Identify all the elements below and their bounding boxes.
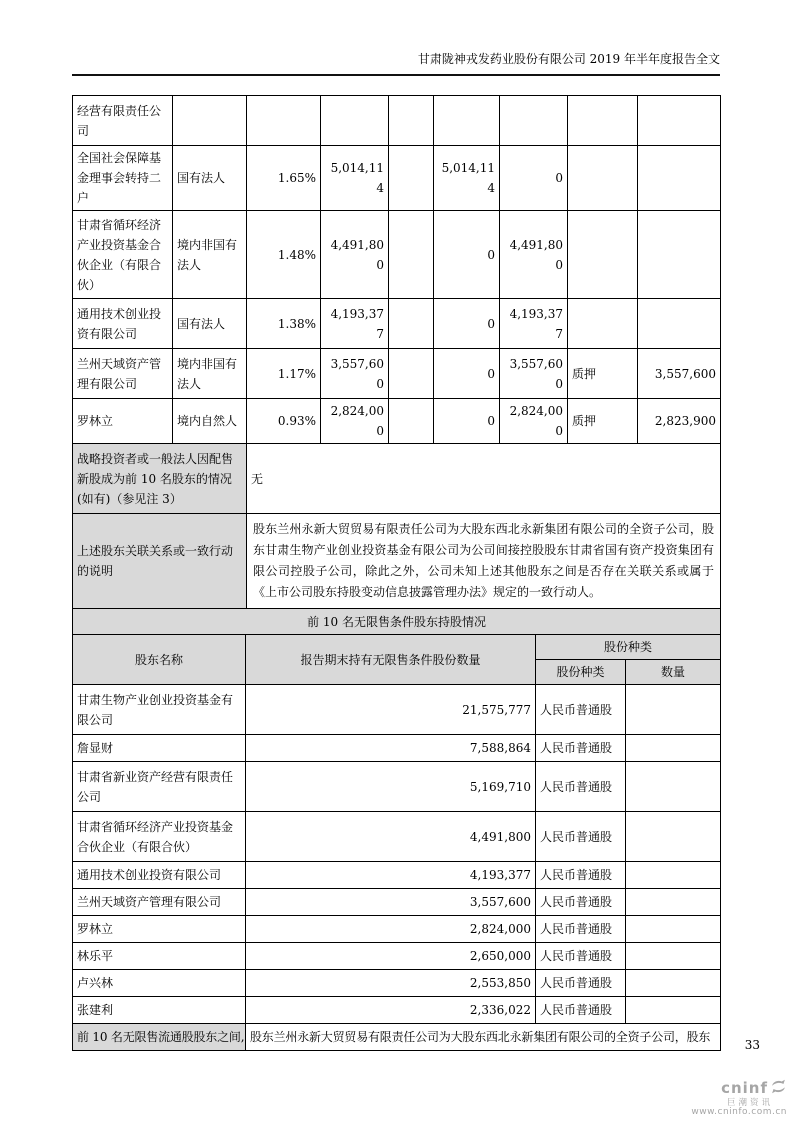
table-row [73,970,721,997]
cell-holding-ratio: 0.93% [247,399,321,444]
cell-pledge-qty [638,146,721,211]
table-row [73,943,721,970]
cell-shareholder-name: 甘肃省循环经济产业投资基金合伙企业（有限合伙） [73,812,246,862]
cell-pledge-qty [638,299,721,349]
section-banner-row [73,609,721,635]
cell-unrestricted-shares: 2,824,000 [500,399,568,444]
cell-pledge-status [568,299,638,349]
cell-holding-qty: 4,193,377 [321,299,389,349]
cell-restricted-shares [434,96,500,146]
cell-shareholder-name: 甘肃省新业资产经营有限责任公司 [73,762,246,812]
cell-share-type: 人民币普通股 [536,997,626,1024]
cell-share-amount [626,735,721,762]
cell-shareholder-name: 林乐平 [73,943,246,970]
cell-share-type: 人民币普通股 [536,762,626,812]
cell-period-change [389,299,434,349]
cell-holding-ratio: 1.17% [247,349,321,399]
table-row [73,997,721,1024]
page-header-title: 甘肃陇神戎发药业股份有限公司 2019 年半年度报告全文 [72,52,720,76]
cell-share-type: 人民币普通股 [536,916,626,943]
cell-shareholder-nature: 境内自然人 [173,399,247,444]
cninfo-chinese-name: 巨潮资讯 [726,1097,773,1108]
cell-share-amount [626,916,721,943]
cell-shareholder-nature: 境内非国有法人 [173,349,247,399]
table-row [73,762,721,812]
cell-holding-qty [321,96,389,146]
cell-unrestricted-shares: 4,193,377 [500,299,568,349]
cell-period-change [389,211,434,299]
cell-period-change [389,349,434,399]
cninfo-watermark [691,1078,787,1118]
related-party-statement: 股东兰州永新大贸贸易有限责任公司为大股东西北永新集团有限公司的全资子公司，股东甘肃生物产业创业投资基金有限公司为公司间接控股股东甘肃省国有资产投资集团有限公司控股子公司，除此之外，公司未知上述其他股东之间是否存在关联关系或属于《上市公司股东持股变动信息披露管理办法》规定的一致行动人。 [247,514,721,609]
cell-share-amount [626,762,721,812]
cell-unrestricted-qty: 4,193,377 [246,862,536,889]
cell-unrestricted-shares: 0 [500,146,568,211]
cell-share-type: 人民币普通股 [536,943,626,970]
table-row [73,862,721,889]
cell-shareholder-nature: 国有法人 [173,299,247,349]
cell-share-amount [626,685,721,735]
header-row [73,635,721,660]
cell-shareholder-name: 甘肃生物产业创业投资基金有限公司 [73,685,246,735]
cell-pledge-status [568,211,638,299]
cell-shareholder-name: 罗林立 [73,399,173,444]
cell-share-type: 人民币普通股 [536,685,626,735]
cell-pledge-qty: 3,557,600 [638,349,721,399]
cell-shareholder-name: 通用技术创业投资有限公司 [73,862,246,889]
footer-relation-value: 股东兰州永新大贸贸易有限责任公司为大股东西北永新集团有限公司的全资子公司，股东 [246,1024,721,1051]
cell-pledge-status [568,146,638,211]
cell-pledge-qty [638,211,721,299]
table-row [73,916,721,943]
cell-unrestricted-qty: 2,824,000 [246,916,536,943]
header-share-amount: 数量 [626,660,721,685]
cell-unrestricted-shares: 4,491,800 [500,211,568,299]
table-row [73,146,721,211]
cell-unrestricted-qty: 21,575,777 [246,685,536,735]
cell-holding-qty: 3,557,600 [321,349,389,399]
table-row [73,211,721,299]
cell-shareholder-name: 全国社会保障基金理事会转持二户 [73,146,173,211]
related-party-row [73,514,721,609]
cell-share-type: 人民币普通股 [536,735,626,762]
cell-unrestricted-qty: 4,491,800 [246,812,536,862]
cell-holding-ratio: 1.65% [247,146,321,211]
table-row [73,812,721,862]
cell-shareholder-name: 罗林立 [73,916,246,943]
cell-shareholder-nature: 国有法人 [173,146,247,211]
cell-pledge-qty: 2,823,900 [638,399,721,444]
cell-restricted-shares: 0 [434,211,500,299]
cell-unrestricted-qty: 7,588,864 [246,735,536,762]
cell-pledge-qty [638,96,721,146]
strategic-investor-label: 战略投资者或一般法人因配售新股成为前 10 名股东的情况(如有)（参见注 3） [73,444,247,514]
header-shareholder-name: 股东名称 [73,635,246,685]
cell-period-change [389,146,434,211]
cell-pledge-status [568,96,638,146]
cell-unrestricted-shares [500,96,568,146]
cell-shareholder-name: 兰州天域资产管理有限公司 [73,349,173,399]
table-row [73,96,721,146]
cell-unrestricted-qty: 2,650,000 [246,943,536,970]
table-row [73,889,721,916]
cell-shareholder-name: 甘肃省循环经济产业投资基金合伙企业（有限合伙） [73,211,173,299]
cell-holding-qty: 4,491,800 [321,211,389,299]
top10-unrestricted-holders-table [72,608,721,1051]
cell-holding-qty: 2,824,000 [321,399,389,444]
cell-share-amount [626,862,721,889]
table-row [73,735,721,762]
cell-shareholder-nature [173,96,247,146]
strategic-investor-value: 无 [247,444,721,514]
cell-holding-ratio: 1.48% [247,211,321,299]
cell-share-type: 人民币普通股 [536,970,626,997]
cell-period-change [389,399,434,444]
cell-share-amount [626,997,721,1024]
cell-holding-ratio: 1.38% [247,299,321,349]
cell-unrestricted-qty: 2,336,022 [246,997,536,1024]
header-unrestricted-qty: 报告期末持有无限售条件股份数量 [246,635,536,685]
section-banner: 前 10 名无限售条件股东持股情况 [73,609,721,635]
table-row [73,349,721,399]
page-number: 33 [744,1038,760,1052]
cell-share-amount [626,970,721,997]
cninfo-url: www.cninfo.com.cn [691,1106,787,1117]
cell-pledge-status: 质押 [568,399,638,444]
cell-restricted-shares: 0 [434,349,500,399]
cell-unrestricted-qty: 3,557,600 [246,889,536,916]
cell-share-type: 人民币普通股 [536,812,626,862]
cell-share-amount [626,889,721,916]
table-row [73,685,721,735]
cell-shareholder-name: 经营有限责任公司 [73,96,173,146]
strategic-investor-row [73,444,721,514]
table-row [73,299,721,349]
top10-shareholders-table [72,95,721,609]
footer-relation-row [73,1024,721,1051]
cell-unrestricted-qty: 5,169,710 [246,762,536,812]
cell-shareholder-name: 兰州天域资产管理有限公司 [73,889,246,916]
header-share-type-group: 股份种类 [536,635,721,660]
cell-share-type: 人民币普通股 [536,862,626,889]
cell-share-amount [626,943,721,970]
related-party-label: 上述股东关联关系或一致行动的说明 [73,514,247,609]
cell-unrestricted-shares: 3,557,600 [500,349,568,399]
report-page-content [72,95,720,1051]
cell-pledge-status: 质押 [568,349,638,399]
table-row [73,399,721,444]
cell-shareholder-nature: 境内非国有法人 [173,211,247,299]
cell-share-type: 人民币普通股 [536,889,626,916]
footer-relation-label: 前 10 名无限售流通股股东之间, [73,1024,246,1051]
cell-restricted-shares: 0 [434,399,500,444]
header-share-type: 股份种类 [536,660,626,685]
cell-shareholder-name: 卢兴林 [73,970,246,997]
cell-restricted-shares: 5,014,114 [434,146,500,211]
cell-period-change [389,96,434,146]
cell-unrestricted-qty: 2,553,850 [246,970,536,997]
cell-restricted-shares: 0 [434,299,500,349]
cninfo-brand-text: cninf [721,1079,768,1098]
cell-holding-qty: 5,014,114 [321,146,389,211]
cell-shareholder-name: 张建利 [73,997,246,1024]
cninfo-logo-icon [770,1078,787,1099]
cell-shareholder-name: 詹显财 [73,735,246,762]
cell-shareholder-name: 通用技术创业投资有限公司 [73,299,173,349]
cell-holding-ratio [247,96,321,146]
cell-share-amount [626,812,721,862]
